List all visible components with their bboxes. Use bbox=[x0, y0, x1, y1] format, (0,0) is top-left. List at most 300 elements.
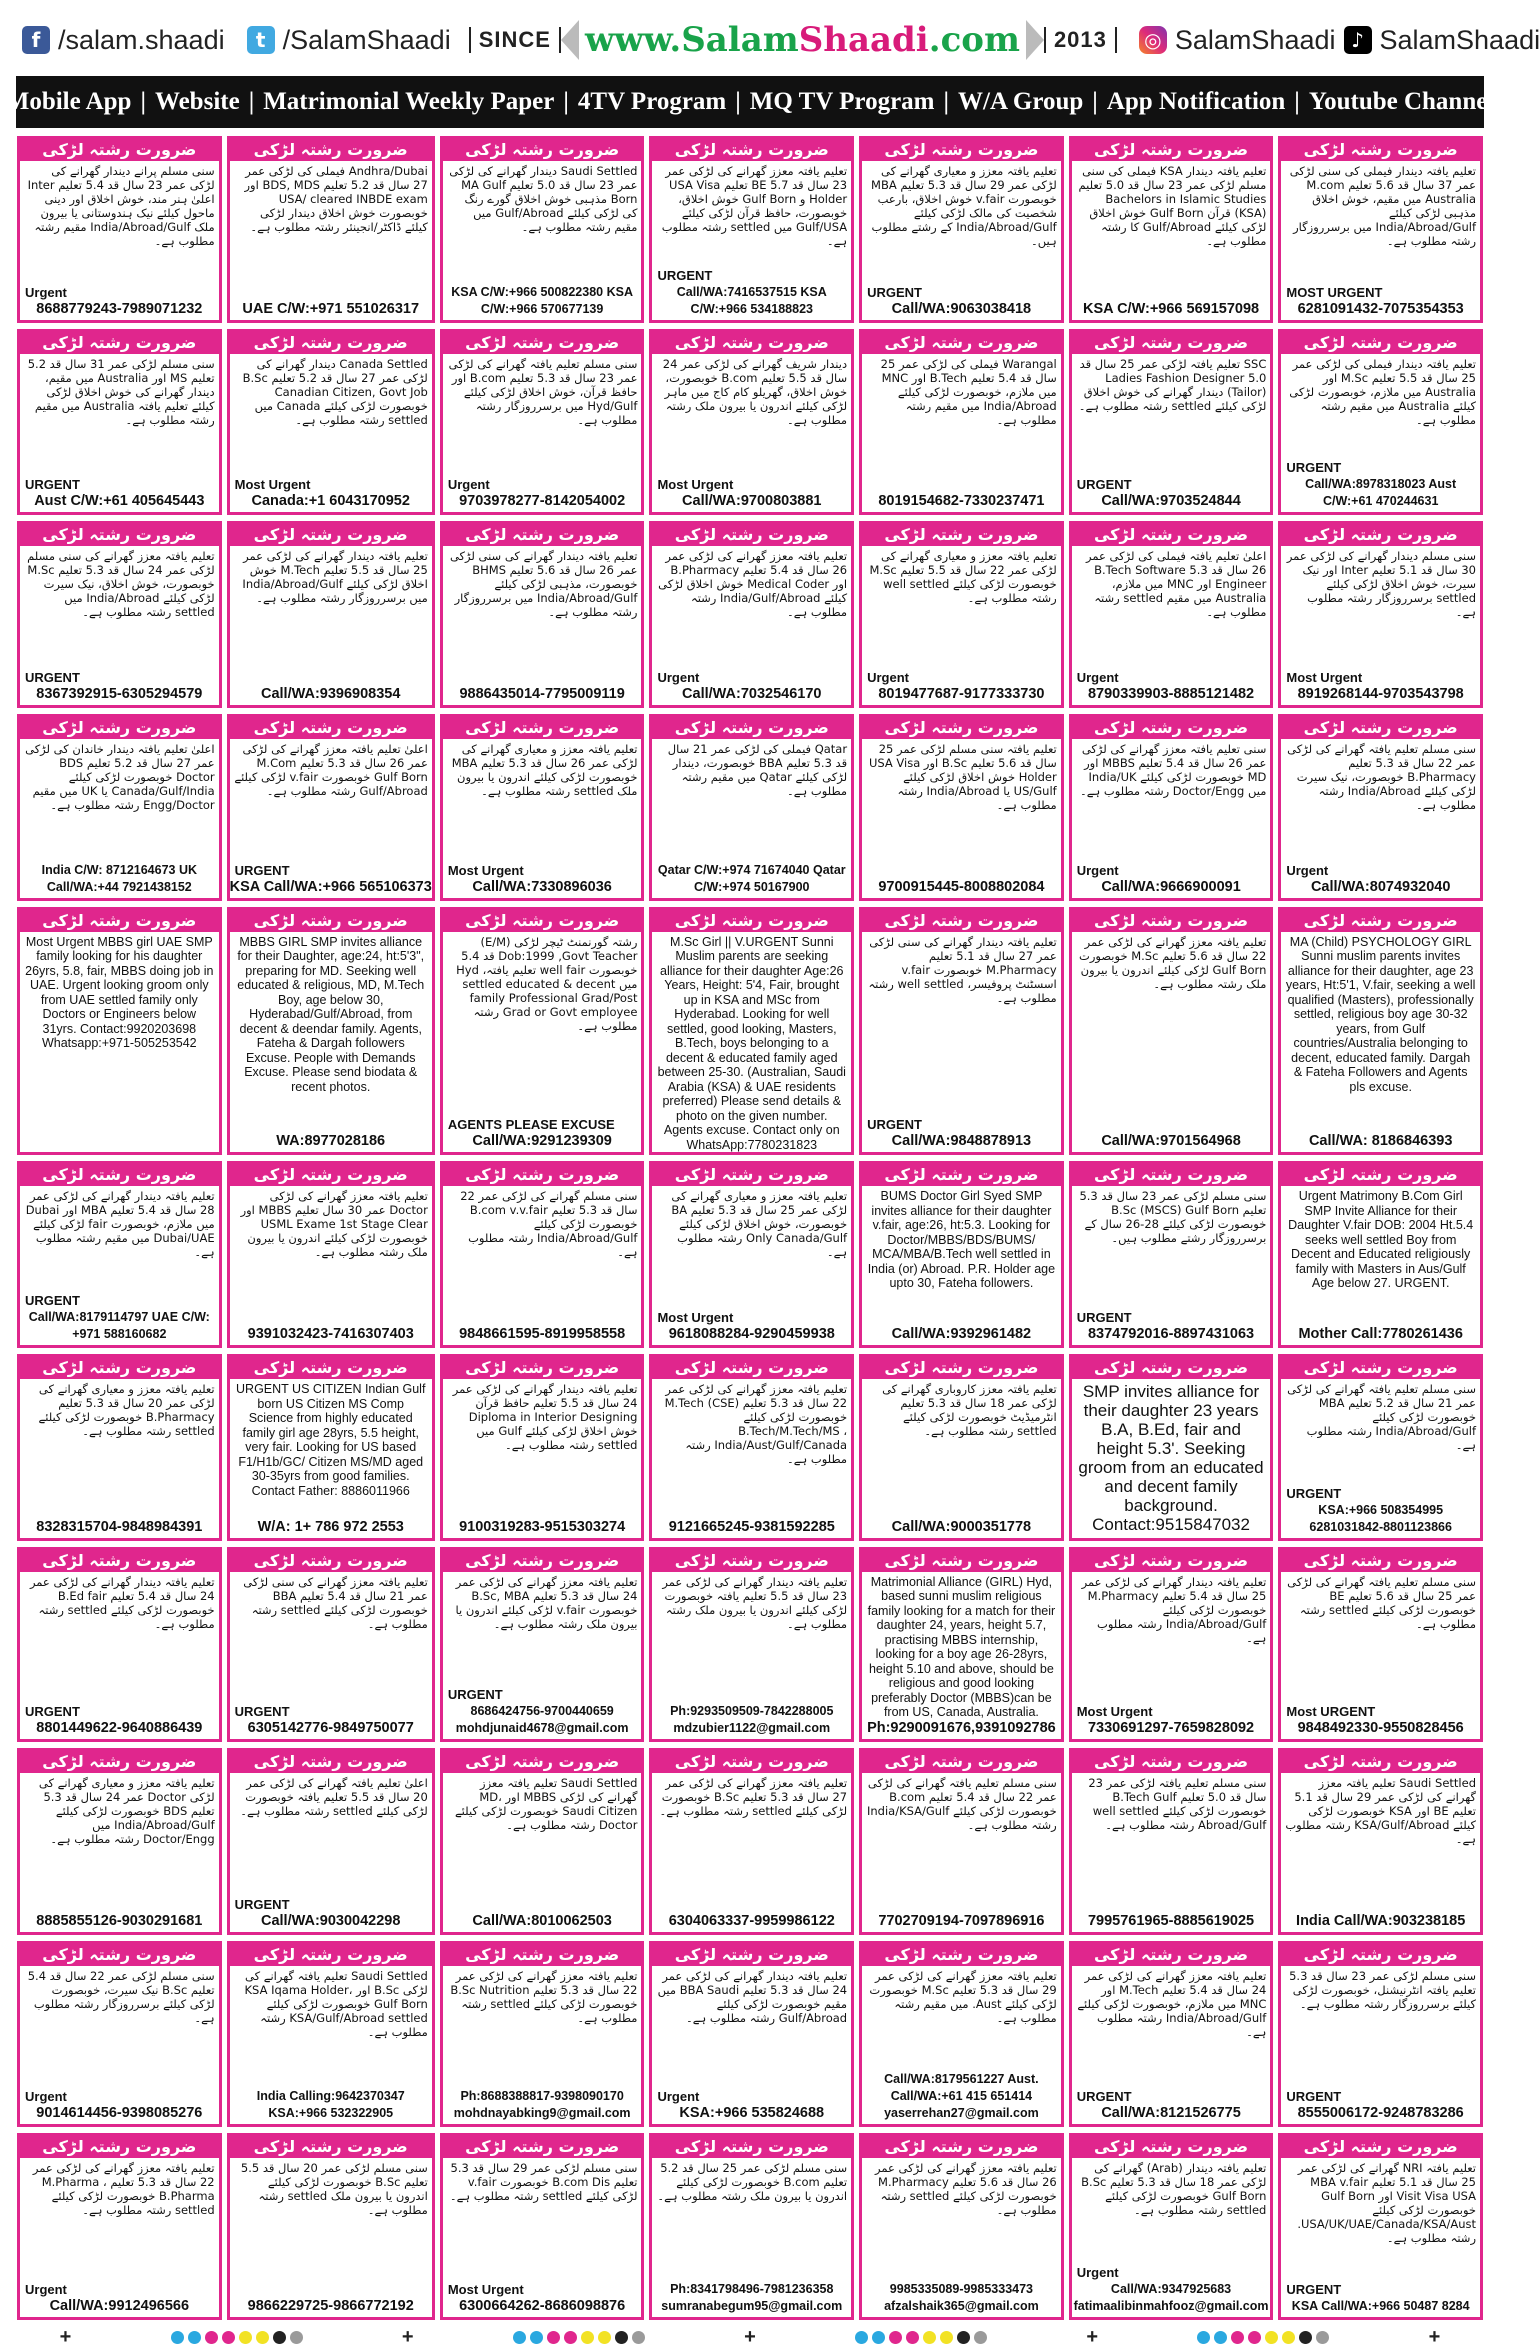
ad-text: SMP invites alliance for their daughter 23 years B.A, B.Ed, fair and height 5.3'. Seeking groom from an educated and decent family background. Contact:9515847032 bbox=[1078, 1382, 1264, 1535]
ad-card bbox=[859, 1748, 1064, 1935]
ad-text: Qatar فیملی کی لڑکی عمر 21 سال قد 5.3 تعلیم BBA خوبصورت، دیندار لڑکی کیلئے Qatar میں مقیم رشتہ مطلوب ہے۔ bbox=[667, 742, 848, 799]
ad-contact[interactable]: 6300664262-8686098876 bbox=[459, 2298, 626, 2314]
ad-text: تعلیم یافتہ دیندار گھرانے کی لڑکی عمر 24 سال قد 5.3 تعلیم BBA Saudi میں مقیم خوبصورت لڑکی کیلئے Gulf/Abroad رشتہ مطلوب ہے۔ bbox=[657, 1968, 848, 2025]
ad-heading: ضرورت رشتہ لڑکی bbox=[1072, 1751, 1271, 1773]
ad-urgent-label: URGENT bbox=[25, 670, 80, 686]
ad-contact[interactable]: KSA Call/WA:+966 50487 8284 bbox=[1291, 2299, 1470, 2313]
ad-card bbox=[17, 714, 222, 901]
ad-heading: ضرورت رشتہ لڑکی bbox=[652, 332, 851, 354]
ad-heading: ضرورت رشتہ لڑکی bbox=[1072, 1550, 1271, 1572]
ad-contact[interactable]: UAE C/W:+971 551026317 bbox=[242, 300, 420, 317]
color-dot-icon bbox=[1282, 2331, 1295, 2344]
ad-card bbox=[1278, 907, 1483, 1156]
ad-contact[interactable]: 9121665245-9381592285 bbox=[668, 1518, 835, 1535]
ad-contact[interactable]: 9618088284-9290459938 bbox=[668, 1326, 835, 1343]
tiktok-icon: ♪ bbox=[1344, 26, 1372, 54]
ad-contact[interactable]: 8790339903-8885121482 bbox=[1087, 686, 1255, 703]
ad-heading: ضرورت رشتہ لڑکی bbox=[443, 1751, 642, 1773]
color-dot-icon bbox=[615, 2331, 628, 2344]
ad-contact[interactable]: Call/WA:8179114797 UAE C/W: +971 588160682 bbox=[28, 1310, 210, 1342]
ad-card bbox=[227, 1161, 435, 1348]
color-dot-icon bbox=[940, 2331, 953, 2344]
ad-contact[interactable]: Call/WA:8978318023 Aust C/W:+61 470244631 bbox=[1305, 477, 1457, 509]
ad-card bbox=[859, 136, 1064, 323]
ad-heading: ضرورت رشتہ لڑکی bbox=[1281, 2136, 1480, 2158]
facebook-handle[interactable]: /salam.shaadi bbox=[58, 24, 225, 55]
ad-card bbox=[649, 521, 854, 708]
color-dot-icon bbox=[222, 2331, 235, 2344]
ad-contact[interactable]: 8328315704-9848984391 bbox=[36, 1518, 203, 1535]
ad-text: تعلیم یافتہ معزز گھرانے کی لڑکی عمر 26 سال قد 5.4 تعلیم B.Pharmacy اور Medical Coder خوش اخلاق لڑکی کیلئے India/Gulf/Abroad رشتہ مطلوب ہے۔ bbox=[658, 549, 848, 620]
ad-urgent-label: URGENT bbox=[1076, 2089, 1132, 2105]
ad-text: تعلیم یافتہ دیندار گھرانے کی لڑکی عمر 28 سال قد 5.4 تعلیم MBA اور Dubai میں ملازم، خوبصورت fair لڑکی کیلئے Dubai/UAE میں مقیم رشتہ مطلوب ہے۔ bbox=[25, 1189, 215, 1260]
ad-contact[interactable]: 9866229725-9866772192 bbox=[247, 2298, 414, 2314]
ad-card bbox=[440, 1354, 645, 1541]
ad-card bbox=[17, 1354, 222, 1541]
nav-item[interactable]: Mobile App bbox=[5, 88, 132, 115]
ad-text: SSC تعلیم یافتہ لڑکی عمر 25 سال قد 5.0 Ladies Fashion Designer (Tailor) دیندار گھرانے کی خوش اخلاق لڑکی کیلئے settled رشتہ مطلوب ہے۔ bbox=[1078, 356, 1267, 413]
ad-text: Warangal فیملی کی لڑکی عمر 25 سال قد 5.4 تعلیم B.Tech اور MNC میں ملازم، خوبصورت لڑکی کیلئے India/Abroad میں مقیم رشتہ مطلوب ہے۔ bbox=[880, 356, 1057, 427]
ad-heading: ضرورت رشتہ لڑکی bbox=[20, 910, 219, 932]
ad-text: تعلیم یافتہ معزز گھرانے کی لڑکی عمر 22 سال قد 5.3 تعلیم B.Sc Nutrition خوبصورت لڑکی کیلئے settled رشتہ مطلوب ہے۔ bbox=[450, 1968, 638, 2025]
color-dot-icon bbox=[513, 2331, 526, 2344]
color-dot-icon bbox=[1197, 2331, 1210, 2344]
ad-contact[interactable]: KSA Call/WA:+966 565106373 bbox=[229, 878, 432, 895]
ad-contact[interactable]: 8555006172-9248783286 bbox=[1297, 2105, 1464, 2122]
ad-text: Saudi Settled تعلیم یافتہ گھرانے کی لڑکی B.Sc اور KSA Iqama Holder، Gulf Born خوبصورت لڑکی کیلئے KSA/Gulf/Abroad settled رشتہ مطلوب ہے۔ bbox=[244, 1968, 428, 2039]
ad-heading: ضرورت رشتہ لڑکی bbox=[652, 1550, 851, 1572]
ad-heading: ضرورت رشتہ لڑکی bbox=[230, 524, 432, 546]
masthead bbox=[0, 0, 1540, 80]
color-dot-icon bbox=[632, 2331, 645, 2344]
ad-card bbox=[1069, 1354, 1274, 1541]
ad-contact[interactable]: India C/W: 8712164673 UK Call/WA:+44 7921438152 bbox=[41, 862, 198, 894]
ad-card bbox=[440, 2133, 645, 2320]
ad-contact[interactable]: Call/WA:9063038418 bbox=[891, 300, 1032, 317]
ad-urgent-label: Most Urgent bbox=[657, 1310, 734, 1326]
ad-card bbox=[649, 329, 854, 516]
ad-card bbox=[440, 1941, 645, 2128]
ad-heading: ضرورت رشتہ لڑکی bbox=[443, 1550, 642, 1572]
ad-contact[interactable]: 8374792016-8897431063 bbox=[1087, 1326, 1255, 1343]
site-main-a: Salam bbox=[681, 20, 799, 60]
color-dot-icon bbox=[205, 2331, 218, 2344]
ad-card bbox=[1278, 1354, 1483, 1541]
ad-card bbox=[649, 714, 854, 901]
ad-text: M.Sc Girl || V.URGENT Sunni Muslim parents are seeking alliance for their daughter Age:26 Years, Height: 5'4, Fair, brought up in KSA and MSc from Hyderabad. Looking for well settled, good looking, Masters, B.Tech, boys belonging to a decent & educated family aged between 25-30. (Australian, Saudi Arabia (KSA) & UAE residents preferred) Please send details & photo on the given number. Agents excuse. Contact only on WhatsApp:7780231823 bbox=[657, 934, 846, 1152]
instagram-handle[interactable]: SalamShaadi bbox=[1174, 24, 1336, 55]
ad-contact[interactable]: Ph:8341798496-7981236358 sumranabegum95@gmail.com bbox=[661, 2282, 843, 2313]
ad-card bbox=[649, 1161, 854, 1348]
ad-contact[interactable]: 9985335089-9985333473 afzalshaik365@gmail.com bbox=[884, 2282, 1039, 2313]
ad-card bbox=[649, 2133, 854, 2320]
ad-contact[interactable]: 8801449622-9640886439 bbox=[36, 1719, 203, 1736]
ad-heading: ضرورت رشتہ لڑکی bbox=[1072, 1357, 1271, 1379]
tiktok-handle[interactable]: SalamShaadi bbox=[1379, 24, 1540, 55]
nav-item[interactable]: Youtube Channel bbox=[1308, 88, 1495, 115]
ad-text: تعلیم یافتہ دیندار گھرانے کی لڑکی عمر 23 سال قد 5.5 تعلیم یافتہ خوبصورت لڑکی کیلئے اندرون یا بیرون ملک رشتہ مطلوب ہے۔ bbox=[662, 1574, 848, 1631]
ad-text: تعلیم یافتہ دیندار (Arab) گھرانے کی لڑکی عمر 18 سال قد 5.3 تعلیم B.Sc Gulf Born خوبصورت لڑکی کیلئے settled رشتہ مطلوب ہے۔ bbox=[1081, 2161, 1267, 2218]
color-dot-icon bbox=[239, 2331, 252, 2344]
ad-text: تعلیم یافتہ معزز گھرانے کی لڑکی عمر 26 سال قد 5.6 تعلیم M.Pharmacy خوبصورت لڑکی کیلئے settled رشتہ مطلوب ہے۔ bbox=[875, 2161, 1057, 2218]
ad-contact[interactable]: India Call/WA:903238185 bbox=[1296, 1912, 1466, 1929]
ad-urgent-label: Most Urgent bbox=[657, 477, 734, 493]
ad-heading: ضرورت رشتہ لڑکی bbox=[1072, 1944, 1271, 1966]
ad-heading: ضرورت رشتہ لڑکی bbox=[1072, 1164, 1271, 1186]
ad-contact[interactable]: Call/WA:9392961482 bbox=[891, 1326, 1032, 1343]
ad-contact[interactable]: WA:8977028186 bbox=[276, 1133, 386, 1150]
ad-card bbox=[859, 1161, 1064, 1348]
ad-heading: ضرورت رشتہ لڑکی bbox=[230, 1751, 432, 1773]
ad-text: تعلیم یافتہ دیندار گھرانے کی سنی لڑکی عمر 27 سال قد 5.1 تعلیم M.Pharmacy خوبصورت v.fair اسسٹنٹ پروفیسر، well settled رشتہ مطلوب ہے۔ bbox=[868, 934, 1057, 1005]
ad-urgent-label: URGENT bbox=[25, 1703, 80, 1719]
ad-contact[interactable]: 8688779243-7989071232 bbox=[36, 300, 203, 317]
ad-contact[interactable]: Call/WA:8074932040 bbox=[1310, 878, 1451, 895]
ad-text: تعلیم یافتہ معزز گھرانے کی لڑکی Doctor عمر 30 سال تعلیم MBBS اور USML Exame 1st Stage Clear خوبصورت لڑکی کیلئے اندرون یا بیرون ملک رشتہ مطلوب ہے۔ bbox=[240, 1189, 428, 1260]
ad-card bbox=[17, 329, 222, 516]
ad-contact[interactable]: 6281091432-7075354353 bbox=[1297, 300, 1464, 317]
ad-text: سنی مسلم تعلیم یافتہ گھرانے کی لڑکی عمر 23 سال قد 5.3 تعلیم B.com اور حافظ قرآن، خوش اخلاق لڑکی کیلئے Hyd/Gulf میں برسرروزگار رشتہ مطلوب ہے۔ bbox=[448, 356, 638, 427]
ad-card bbox=[440, 1748, 645, 1935]
ad-text: Andhra/Dubai فیملی کی لڑکی عمر 27 سال قد 5.2 تعلیم BDS, MDS اور USA/ cleared INBDE exam خوبصورت خوش اخلاق دیندار لڑکی کیلئے ڈاکٹر/انجینئر رشتہ مطلوب ہے۔ bbox=[244, 164, 428, 234]
ad-contact[interactable]: 6305142776-9849750077 bbox=[247, 1719, 414, 1736]
ad-contact[interactable]: 9014614456-9398085276 bbox=[36, 2105, 203, 2122]
ad-heading: ضرورت رشتہ لڑکی bbox=[862, 524, 1061, 546]
ad-contact[interactable]: Ph:9293509509-7842288005 mdzubier1122@gmail.com bbox=[670, 1703, 834, 1735]
ad-heading: ضرورت رشتہ لڑکی bbox=[862, 717, 1061, 739]
ad-contact[interactable]: 9703978277-8142054002 bbox=[459, 493, 626, 510]
ad-text: تعلیم یافتہ معزز گھرانے کی لڑکی عمر 24 سال قد 5.3 تعلیم B.Sc, MBA خوبصورت v.fair لڑکی کیلئے اندرون یا بیرون ملک رشتہ مطلوب ہے۔ bbox=[455, 1574, 638, 1631]
nav-separator: | bbox=[248, 88, 255, 115]
ad-contact[interactable]: Call/WA:9347925683 fatimaalibinmahfooz@gmail.com bbox=[1073, 2282, 1269, 2313]
ad-card bbox=[859, 714, 1064, 901]
nav-separator: | bbox=[735, 88, 741, 115]
ad-contact[interactable]: Aust C/W:+61 405645443 bbox=[34, 493, 205, 510]
ad-card bbox=[649, 136, 854, 323]
ad-card bbox=[1069, 907, 1274, 1156]
ad-card bbox=[1278, 1161, 1483, 1348]
ad-heading: ضرورت رشتہ لڑکی bbox=[862, 1357, 1061, 1379]
ad-heading: ضرورت رشتہ لڑکی bbox=[652, 1164, 851, 1186]
ad-heading: ضرورت رشتہ لڑکی bbox=[20, 139, 219, 161]
ad-heading: ضرورت رشتہ لڑکی bbox=[20, 2136, 219, 2158]
services-bar bbox=[5, 76, 1495, 128]
ad-contact[interactable]: 8019154682-7330237471 bbox=[878, 493, 1045, 510]
ad-contact[interactable]: Ph:9290091676,9391092786 bbox=[867, 1719, 1056, 1736]
ad-text: رشتہ گورنمنٹ ٹیچر لڑکی (E/M) Dob:1999 ,Govt Teacher قد 5.4 خوبصورت well fair تعلیم یافتہ، Hyd میں settled educated & decent family Professional Grad/Post Grad or Govt employee رشتہ مطلوب ہے۔ bbox=[456, 934, 638, 1033]
ad-card bbox=[17, 907, 222, 1156]
ad-card bbox=[649, 1547, 854, 1742]
ad-urgent-label: Urgent bbox=[1076, 670, 1119, 686]
ad-contact[interactable]: 8019477687-9177333730 bbox=[878, 686, 1045, 703]
ad-urgent-label: URGENT bbox=[657, 267, 713, 283]
ad-card bbox=[227, 521, 435, 708]
registration-plus-icon: + bbox=[59, 2325, 72, 2348]
social-left bbox=[22, 25, 561, 56]
ad-text: سنی تعلیم یافتہ معزز گھرانے کی لڑکی عمر 26 سال قد 5.4 تعلیم MBBS اور MD خوبصورت لڑکی کیلئے India/UK میں Doctor/Engg رشتہ مطلوب ہے۔ bbox=[1080, 742, 1267, 799]
ad-contact[interactable]: 7995761965-8885619025 bbox=[1087, 1912, 1255, 1929]
ad-heading: ضرورت رشتہ لڑکی bbox=[862, 1751, 1061, 1773]
ad-card bbox=[1278, 1547, 1483, 1742]
site-link[interactable] bbox=[585, 20, 1020, 60]
ad-text: تعلیم یافتہ دیندار KSA فیملی کی سنی مسلم لڑکی عمر 23 سال قد 5.0 تعلیم Bachelors in Islamic Studies (KSA) قرآن Gulf Born خوش اخلاق لڑکی کیلئے Gulf/Abroad کا رشتہ مطلوب ہے۔ bbox=[1078, 164, 1267, 248]
ad-contact[interactable]: KSA C/W:+966 569157098 bbox=[1082, 300, 1260, 317]
ad-heading: ضرورت رشتہ لڑکی bbox=[1072, 910, 1271, 932]
ad-text: تعلیم یافتہ معزز گھرانے کی لڑکی عمر 22 سال قد 5.3 تعلیم M.Tech (CSE) خوبصورت لڑکی کیلئے B.Tech/M.Tech/MS ، India/Aust/Gulf/Canada رشتہ مطلوب ہے۔ bbox=[664, 1382, 848, 1467]
ad-heading: ضرورت رشتہ لڑکی bbox=[20, 1751, 219, 1773]
ad-heading: ضرورت رشتہ لڑکی bbox=[443, 2136, 642, 2158]
nav-item[interactable]: MQ TV Program bbox=[749, 88, 935, 115]
ad-text: تعلیم یافتہ معزز گھرانے کی لڑکی عمر 24 سال قد 5.4 تعلیم M.Tech اور MNC میں ملازم، خوبصورت لڑکی کیلئے India/Abroad/Gulf رشتہ مطلوب ہے۔ bbox=[1077, 1968, 1267, 2039]
ad-card bbox=[1069, 1547, 1274, 1742]
ad-urgent-label: MOST URGENT bbox=[1286, 284, 1383, 300]
site-main-b: Shaadi bbox=[798, 20, 929, 60]
ad-text: تعلیم یافتہ معزز و معیاری گھرانے کی لڑکی عمر 20 سال قد 5.3 تعلیم B.Pharmacy خوبصورت لڑکی کیلئے settled رشتہ مطلوب ہے۔ bbox=[38, 1382, 215, 1439]
color-dot-icon bbox=[256, 2331, 269, 2344]
ad-card bbox=[859, 329, 1064, 516]
ad-card bbox=[440, 136, 645, 323]
ad-card bbox=[17, 136, 222, 323]
ad-card bbox=[17, 2133, 222, 2320]
color-dot-icon bbox=[1248, 2331, 1261, 2344]
ad-contact[interactable]: Call/WA:7330896036 bbox=[472, 878, 612, 895]
ad-contact[interactable]: Call/WA:9000351778 bbox=[891, 1518, 1032, 1535]
ad-heading: ضرورت رشتہ لڑکی bbox=[862, 1164, 1061, 1186]
ad-urgent-label: Most Urgent bbox=[447, 862, 524, 878]
ad-urgent-label: AGENTS PLEASE EXCUSE bbox=[447, 1117, 615, 1133]
nav-separator: | bbox=[943, 88, 950, 115]
ad-contact[interactable]: Mother Call:7780261436 bbox=[1298, 1326, 1463, 1343]
ad-text: سنی مسلم تعلیم یافتہ لڑکی عمر 23 سال قد 5.0 تعلیم B.Tech Gulf خوبصورت لڑکی کیلئے well settled Abroad/Gulf رشتہ مطلوب ہے۔ bbox=[1088, 1775, 1267, 1832]
ad-contact[interactable]: 9700915445-8008802084 bbox=[878, 878, 1045, 895]
ad-text: Saudi Settled تعلیم یافتہ معزز گھرانے کی لڑکی عمر 29 سال قد 5.1 تعلیم BE اور KSA خوبصورت لڑکی کیلئے KSA/Gulf/Abroad رشتہ مطلوب ہے۔ bbox=[1285, 1775, 1476, 1846]
ad-heading: ضرورت رشتہ لڑکی bbox=[1281, 139, 1480, 161]
ad-text: تعلیم یافتہ معزز گھرانے کی لڑکی عمر 27 سال قد 5.3 تعلیم B.Sc خوبصورت لڑکی کیلئے settled رشتہ مطلوب ہے۔ bbox=[659, 1775, 848, 1818]
nav-item[interactable]: App Notification bbox=[1106, 88, 1286, 115]
ad-heading: ضرورت رشتہ لڑکی bbox=[20, 717, 219, 739]
ad-card bbox=[440, 1161, 645, 1348]
ad-urgent-label: URGENT bbox=[867, 284, 922, 300]
ad-contact[interactable]: Call/WA:9848878913 bbox=[891, 1133, 1032, 1150]
ad-urgent-label: URGENT bbox=[1286, 460, 1342, 476]
ad-card bbox=[1069, 1161, 1274, 1348]
ad-text: تعلیم یافتہ معزز و معیاری گھرانے کی لڑکی عمر 25 سال قد 5.3 تعلیم BA خوبصورت، خوش اخلاق لڑکی کیلئے Only Canada/Gulf رشتہ مطلوب ہے۔ bbox=[671, 1189, 848, 1260]
ad-contact[interactable]: KSA:+966 535824688 bbox=[679, 2105, 825, 2122]
ad-contact[interactable]: 9391032423-7416307403 bbox=[247, 1326, 414, 1343]
ad-contact[interactable]: KSA:+966 508354995 6281031842-8801123866 bbox=[1309, 1502, 1452, 1534]
ad-heading: ضرورت رشتہ لڑکی bbox=[230, 1944, 432, 1966]
ad-text: سنی مسلم لڑکی عمر 31 سال قد 5.2 تعلیم MS اور Australia میں مقیم، دیندار گھرانے کی خوش اخلاق لڑکی کیلئے تعلیم یافتہ Australia میں مقیم رشتہ مطلوب ہے۔ bbox=[27, 356, 215, 427]
ad-text: تعلیم یافتہ سنی مسلم لڑکی عمر 25 سال قد 5.6 تعلیم B.Sc اور USA Visa Holder خوش اخلاق لڑکی کیلئے US/Gulf یا India/Abroad رشتہ مطلوب ہے۔ bbox=[868, 742, 1057, 813]
ad-contact[interactable]: Call/WA:9701564968 bbox=[1101, 1133, 1241, 1150]
ad-card bbox=[17, 1547, 222, 1742]
ad-contact[interactable]: 7330691297-7659828092 bbox=[1087, 1719, 1255, 1736]
ad-heading: ضرورت رشتہ لڑکی bbox=[652, 1944, 851, 1966]
nav-item[interactable]: Matrimonial Weekly Paper bbox=[263, 88, 555, 115]
ad-contact[interactable]: W/A: 1+ 786 972 2553 bbox=[257, 1518, 404, 1535]
ad-contact[interactable]: 8686424756-9700440659 mohdjunaid4678@gmail.com bbox=[455, 1703, 629, 1735]
ad-contact[interactable]: 9848492330-9550828456 bbox=[1297, 1719, 1464, 1736]
ad-heading: ضرورت رشتہ لڑکی bbox=[1281, 1550, 1480, 1572]
ad-heading: ضرورت رشتہ لڑکی bbox=[230, 910, 432, 932]
ad-card bbox=[17, 1161, 222, 1348]
ad-text: تعلیم یافتہ معزز گھرانے کی لڑکی عمر 29 سال قد 5.3 تعلیم M.Sc خوبصورت لڑکی کیلئے Aust. میں مقیم رشتہ مطلوب ہے۔ bbox=[869, 1968, 1057, 2025]
twitter-handle[interactable]: /SalamShaadi bbox=[282, 24, 451, 55]
ad-heading: ضرورت رشتہ لڑکی bbox=[652, 524, 851, 546]
ad-heading: ضرورت رشتہ لڑکی bbox=[1072, 139, 1271, 161]
nav-item[interactable]: W/A Group bbox=[958, 88, 1084, 115]
color-dots bbox=[1197, 2331, 1329, 2344]
ad-contact[interactable]: 8367392915-6305294579 bbox=[36, 686, 203, 703]
ad-heading: ضرورت رشتہ لڑکی bbox=[862, 1944, 1061, 1966]
ad-card bbox=[440, 329, 645, 516]
ad-urgent-label: Most Urgent bbox=[1286, 670, 1363, 686]
color-dot-icon bbox=[1299, 2331, 1312, 2344]
ad-contact[interactable]: 6304063337-9959986122 bbox=[668, 1912, 835, 1929]
year-label: 2013 bbox=[1044, 27, 1117, 53]
nav-separator: | bbox=[1092, 88, 1098, 115]
registration-strip bbox=[0, 2326, 1500, 2348]
ad-contact[interactable]: Call/WA:9666900091 bbox=[1101, 878, 1241, 895]
ad-contact[interactable]: 9100319283-9515303274 bbox=[459, 1518, 626, 1535]
ad-text: سنی مسلم لڑکی عمر 22 سال قد 5.4 تعلیم B.Sc نیک سیرت، خوبصورت لڑکی کیلئے برسرروزگار رشتہ مطلوب ہے۔ bbox=[27, 1968, 215, 2025]
ad-card bbox=[649, 1748, 854, 1935]
ad-contact[interactable]: Qatar C/W:+974 71674040 Qatar C/W:+974 50167900 bbox=[657, 862, 846, 894]
twitter-icon: t bbox=[247, 26, 275, 54]
ad-urgent-label: URGENT bbox=[1076, 1310, 1132, 1326]
ad-contact[interactable]: Call/WA:9700803881 bbox=[682, 493, 822, 510]
ad-heading: ضرورت رشتہ لڑکی bbox=[20, 332, 219, 354]
color-dot-icon bbox=[564, 2331, 577, 2344]
ad-card bbox=[227, 1748, 435, 1935]
ad-text: سنی مسلم تعلیم یافتہ گھرانے کی لڑکی عمر 21 سال قد 5.2 تعلیم MBA خوبصورت لڑکی کیلئے India/Abroad/Gulf رشتہ مطلوب ہے۔ bbox=[1287, 1382, 1476, 1453]
ad-heading: ضرورت رشتہ لڑکی bbox=[862, 2136, 1061, 2158]
ad-heading: ضرورت رشتہ لڑکی bbox=[1281, 910, 1480, 932]
color-dots bbox=[513, 2331, 645, 2344]
ad-text: Most Urgent MBBS girl UAE SMP family looking for his daughter 26yrs, 5.8, fair, MBBS doing job in UAE. Urgent looking groom only from UAE settled family only Doctors or Engineers below 31yrs. Contact:9920203698 Whatsapp:+971-505253542 bbox=[25, 934, 214, 1051]
ad-heading: ضرورت رشتہ لڑکی bbox=[20, 524, 219, 546]
nav-separator: | bbox=[563, 88, 569, 115]
ad-contact[interactable]: Call/WA:9703524844 bbox=[1101, 493, 1241, 510]
ad-contact[interactable]: Call/WA:9030042298 bbox=[260, 1912, 401, 1929]
nav-item[interactable]: 4TV Program bbox=[577, 88, 727, 115]
ad-card bbox=[859, 2133, 1064, 2320]
ad-heading: ضرورت رشتہ لڑکی bbox=[862, 1550, 1061, 1572]
ad-contact[interactable]: India Calling:9642370347 KSA:+966 532322905 bbox=[256, 2089, 405, 2121]
ad-contact[interactable]: 8919268144-9703543798 bbox=[1297, 686, 1464, 703]
ad-heading: ضرورت رشتہ لڑکی bbox=[1072, 717, 1271, 739]
ad-text: تعلیم یافتہ دیندار فیملی کی لڑکی عمر 25 سال قد 5.5 تعلیم M.Sc اور Australia میں ملازم، خوبصورت لڑکی کیلئے Australia میں مقیم رشتہ مطلوب ہے۔ bbox=[1289, 356, 1476, 427]
ad-card bbox=[227, 329, 435, 516]
ad-contact[interactable]: 8885855126-9030291681 bbox=[36, 1912, 203, 1929]
color-dot-icon bbox=[1316, 2331, 1329, 2344]
ad-urgent-label: URGENT bbox=[1286, 1485, 1342, 1501]
ad-card bbox=[1278, 1941, 1483, 2128]
ad-heading: ضرورت رشتہ لڑکی bbox=[230, 1164, 432, 1186]
ad-urgent-label: URGENT bbox=[1286, 2282, 1342, 2297]
ad-text: Saudi Settled تعلیم یافتہ معزز گھرانے کی لڑکی MBBS اور MD، Saudi Citizen خوبصورت لڑکی کیلئے Doctor رشتہ مطلوب ہے۔ bbox=[454, 1775, 638, 1832]
color-dot-icon bbox=[889, 2331, 902, 2344]
ad-text: تعلیم یافتہ دیندار گھرانے کی سنی لڑکی عمر 26 سال قد 5.6 تعلیم BHMS خوبصورت، مذہبی لڑکی کیلئے India/Abroad/Gulf میں برسرروزگار رشتہ مطلوب ہے۔ bbox=[449, 549, 638, 620]
registration-plus-icon: + bbox=[401, 2325, 414, 2348]
nav-item[interactable]: Website bbox=[154, 88, 240, 115]
ad-contact[interactable]: Call/WA:8179561227 Aust. Call/WA:+61 415 651414 yaserrehan27@gmail.com bbox=[884, 2072, 1039, 2121]
ad-contact[interactable]: Call/WA:9912496566 bbox=[49, 2298, 190, 2314]
ad-contact[interactable]: Call/WA:8121526775 bbox=[1101, 2105, 1241, 2122]
ad-text: تعلیم یافتہ معزز کاروباری گھرانے کی لڑکی عمر 18 سال قد 5.3 تعلیم انٹرمیڈیٹ خوبصورت لڑکی کیلئے settled رشتہ مطلوب ہے۔ bbox=[882, 1382, 1057, 1439]
ad-contact[interactable]: Call/WA:9291239309 bbox=[472, 1133, 612, 1150]
ad-card bbox=[1069, 2133, 1274, 2320]
ad-text: تعلیم یافتہ معزز و معیاری گھرانے کی لڑکی Doctor عمر 24 سال قد 5.3 تعلیم BDS خوبصورت لڑکی کیلئے India/Abroad/Gulf میں Doctor/Engg رشتہ مطلوب ہے۔ bbox=[38, 1775, 215, 1846]
ad-contact[interactable]: Call/WA:7032546170 bbox=[682, 686, 822, 703]
ad-text: تعلیم یافتہ دیندار گھرانے کی لڑکی عمر 25 سال قد 5.5 تعلیم M.Tech خوش اخلاق لڑکی کیلئے India/Abroad/Gulf میں برسرروزگار رشتہ مطلوب ہے۔ bbox=[242, 549, 428, 606]
ad-text: سنی مسلم گھرانے کی لڑکی عمر 22 سال قد 5.3 تعلیم B.com v.v.fair خوبصورت لڑکی کیلئے India/Abroad/Gulf رشتہ مطلوب ہے۔ bbox=[460, 1189, 638, 1260]
color-dot-icon bbox=[1214, 2331, 1227, 2344]
site-url[interactable] bbox=[561, 20, 1044, 60]
ad-text: سنی مسلم لڑکی عمر 25 سال قد 5.2 تعلیم B.com خوبصورت لڑکی کیلئے اندرون یا بیرون ملک رشتہ مطلوب ہے۔ bbox=[657, 2161, 848, 2204]
ad-contact[interactable]: Canada:+1 6043170952 bbox=[251, 493, 410, 510]
registration-plus-icon: + bbox=[1086, 2325, 1099, 2348]
ad-text: Saudi Settled دیندار گھرانے کی لڑکی عمر 23 سال قد 5.0 تعلیم MA Gulf Born مذہبی خوش اخلاق گورے رنگ کی لڑکی کیلئے Gulf/Abroad میں مقیم رشتہ مطلوب ہے۔ bbox=[449, 164, 638, 234]
ad-urgent-label: Urgent bbox=[1286, 862, 1329, 878]
ad-contact[interactable]: Call/WA:9396908354 bbox=[260, 686, 401, 703]
ad-card bbox=[227, 714, 435, 901]
registration-plus-icon: + bbox=[744, 2325, 756, 2348]
ad-heading: ضرورت رشتہ لڑکی bbox=[1281, 524, 1480, 546]
ad-text: MBBS GIRL SMP invites alliance for their Daughter, age:24, ht:5'3", preparing for MD. Seeking well educated & religious, MD, M.Tech Boy, age below 30, Hyderabad/Gulf/Abroad, from decent & deendar family. Agents, Fateha & Dargah followers Excuse. People with Demands Excuse. Please send biodata & recent photos. bbox=[237, 934, 425, 1094]
ad-contact[interactable]: Ph:8688388817-9398090170 mohdnayabking9@gmail.com bbox=[453, 2089, 631, 2121]
ad-urgent-label: Urgent bbox=[25, 2282, 67, 2297]
ad-heading: ضرورت رشتہ لڑکی bbox=[230, 2136, 432, 2158]
ad-heading: ضرورت رشتہ لڑکی bbox=[230, 139, 432, 161]
registration-plus-icon: + bbox=[1428, 2325, 1441, 2348]
ad-heading: ضرورت رشتہ لڑکی bbox=[652, 1357, 851, 1379]
ad-contact[interactable]: 9886435014-7795009119 bbox=[459, 686, 625, 703]
ad-card bbox=[859, 1941, 1064, 2128]
ad-text: سنی مسلم لڑکی عمر 23 سال قد 5.3 تعلیم یافتہ انٹرنیشنل، خوبصورت لڑکی کیلئے برسرروزگار رشتہ مطلوب ہے۔ bbox=[1289, 1968, 1476, 2011]
ad-urgent-label: Urgent bbox=[1076, 2265, 1119, 2280]
ad-contact[interactable]: 7702709194-7097896916 bbox=[878, 1912, 1045, 1929]
ad-text: سنی مسلم لڑکی عمر 23 سال قد 5.3 تعلیم B.Sc (MSCS) Gulf Born خوبصورت لڑکی کیلئے 28-26 سال کے برسرروزگار رشتے مطلوب ہیں۔ bbox=[1079, 1189, 1267, 1246]
since-label: SINCE bbox=[469, 27, 561, 53]
ad-card bbox=[440, 907, 645, 1156]
ad-card bbox=[1069, 1748, 1274, 1935]
color-dots bbox=[171, 2331, 303, 2344]
ad-text: سنی مسلم لڑکی عمر 29 سال قد 5.3 تعلیم B.com Dis خوبصورت v.fair لڑکی کیلئے settled رشتہ مطلوب ہے۔ bbox=[449, 2161, 638, 2204]
ad-text: تعلیم یافتہ دیندار فیملی کی سنی لڑکی عمر 37 سال قد 5.6 تعلیم M.com Australia میں مقیم، خوش اخلاق مذہبی لڑکی کیلئے India/Abroad/Gulf میں برسرروزگار رشتہ مطلوب ہے۔ bbox=[1289, 164, 1476, 248]
site-suffix: .com bbox=[928, 20, 1020, 60]
ad-card bbox=[1278, 2133, 1483, 2320]
facebook-icon: f bbox=[22, 26, 50, 54]
ad-heading: ضرورت رشتہ لڑکی bbox=[443, 717, 642, 739]
ad-heading: ضرورت رشتہ لڑکی bbox=[443, 524, 642, 546]
ad-contact[interactable]: KSA C/W:+966 500822380 KSA C/W:+966 570677139 bbox=[451, 284, 633, 316]
ad-card bbox=[1069, 521, 1274, 708]
ad-contact[interactable]: Call/WA:7416537515 KSA C/W:+966 534188823 bbox=[676, 284, 827, 316]
ad-urgent-label: Most URGENT bbox=[1286, 1703, 1376, 1719]
ad-heading: ضرورت رشتہ لڑکی bbox=[1281, 332, 1480, 354]
color-dots bbox=[855, 2331, 987, 2344]
ad-contact[interactable]: Call/WA: 8186846393 bbox=[1308, 1133, 1453, 1150]
ad-urgent-label: Urgent bbox=[657, 2089, 700, 2105]
ad-text: سنی مسلم دیندار گھرانے کی لڑکی عمر 30 سال قد 5.1 تعلیم Inter اور نیک سیرت، خوش اخلاق لڑکی کیلئے settled برسرروزگار رشتہ مطلوب ہے۔ bbox=[1286, 549, 1476, 620]
ad-card bbox=[17, 521, 222, 708]
ad-contact[interactable]: 9848661595-8919958558 bbox=[459, 1326, 626, 1343]
ad-contact[interactable]: Call/WA:8010062503 bbox=[472, 1912, 612, 1929]
ad-card bbox=[859, 521, 1064, 708]
ad-heading: ضرورت رشتہ لڑکی bbox=[443, 1164, 642, 1186]
ad-heading: ضرورت رشتہ لڑکی bbox=[1281, 1751, 1480, 1773]
